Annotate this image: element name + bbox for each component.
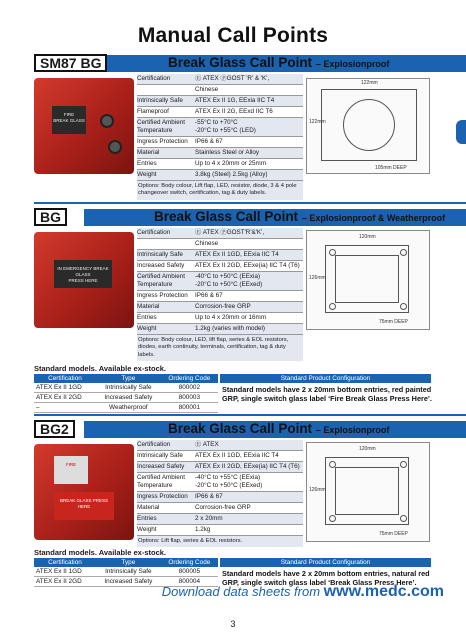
drawing-height: 122mm [309, 119, 326, 125]
product-photo: FIRE BREAK GLASS PRESS HERE [34, 444, 134, 540]
spec-table [137, 440, 303, 547]
column-header: Ordering Code [161, 374, 218, 383]
spec-value: -40°C to +50°C (EExia) -20°C to +50°C (EExed) [195, 273, 263, 288]
section-header [0, 420, 466, 440]
spec-value: Corrosion-free GRP [195, 303, 251, 310]
spec-key: Weight [137, 325, 157, 332]
spec-value: IP66 & 67 [195, 138, 223, 145]
spec-value: -40°C to +55°C (EExia) -20°C to +50°C (EExed) [195, 474, 263, 489]
spec-row [137, 462, 303, 473]
spec-key [137, 86, 195, 94]
product-photo: IN EMERGENCY BREAK GLASS PRESS HERE [34, 232, 134, 328]
spec-value: ATEX Ex II 1GD, EExia IIC T4 [195, 251, 279, 258]
standard-models-title: Standard models. Available ex-stock. [34, 548, 166, 557]
section-title: Break Glass Call Point – Explosionproof & Weatherproof [154, 209, 446, 224]
spec-key: Ingress Protection [137, 493, 188, 500]
spec-value: ATEX Ex II 1G, EExia IIC T4 [195, 97, 275, 104]
spec-row [137, 492, 303, 503]
drawing-width: 122mm [361, 80, 378, 86]
dimension-drawing [306, 230, 430, 330]
spec-key: Weight [137, 171, 157, 178]
spec-value: Up to 4 x 20mm or 25mm [195, 160, 267, 167]
spec-row [137, 228, 303, 239]
spec-row [137, 74, 303, 85]
section-title: Break Glass Call Point – Explosionproof [168, 421, 390, 436]
footer-text: Download data sheets from [161, 584, 324, 599]
spec-value: ATEX Ex II 1GD, EExia IIC T4 [195, 452, 279, 459]
spec-key: Certification [137, 229, 171, 236]
config-text: Standard models have 2 x 20mm bottom entries, natural red GRP, single switch glass label ‘Break Glass Press Here’. [222, 569, 430, 587]
spec-key: Weight [137, 526, 157, 533]
divider [34, 414, 466, 416]
page-number: 3 [230, 619, 236, 629]
config-header: Standard Product Configuration [220, 374, 431, 383]
spec-row [137, 239, 303, 250]
spec-key: Increased Safety [137, 463, 185, 470]
spec-value: 1.2kg (varies with model) [195, 325, 265, 332]
config-header: Standard Product Configuration [220, 558, 431, 567]
spec-row [137, 85, 303, 96]
spec-value: ATEX Ex II 2GD, EExe(ia) IIC T4 (T6) [195, 262, 300, 269]
spec-row [137, 473, 303, 492]
spec-row [137, 272, 303, 291]
spec-key [137, 240, 195, 248]
standard-models-table [34, 374, 218, 413]
spec-key: Entries [137, 160, 157, 167]
spec-row [137, 250, 303, 261]
spec-row [137, 96, 303, 107]
spec-value: -55°C to +70°C -20°C to +55°C (LED) [195, 119, 256, 134]
spec-table [137, 228, 303, 361]
table-header-row [34, 558, 218, 567]
spec-key: Certified Ambient Temperature [137, 474, 185, 489]
table-row [34, 567, 218, 577]
spec-key: Ingress Protection [137, 292, 188, 299]
spec-value: Up to 4 x 20mm or 16mm [195, 314, 267, 321]
spec-key: Certification [137, 75, 171, 82]
spec-value: IP66 & 67 [195, 292, 223, 299]
footer-url-link[interactable]: www.medc.com [323, 583, 444, 600]
spec-value: Ⓔ ATEX ⓅGOST'R'&'K', [195, 229, 265, 236]
options-note: Options: Lift flap, series & EOL resistors. [137, 536, 303, 547]
divider [34, 202, 466, 204]
spec-table [137, 74, 303, 200]
section-header [0, 54, 466, 74]
drawing-depth: 75mm DEEP [379, 319, 408, 325]
page-title: Manual Call Points [137, 24, 329, 47]
spec-key: Certified Ambient Temperature [137, 273, 185, 288]
spec-value: ATEX Ex II 2G, EExd IIC T6 [195, 108, 273, 115]
spec-row [137, 313, 303, 324]
drawing-height: 126mm [309, 275, 326, 281]
section-header [0, 208, 466, 228]
spec-row [137, 503, 303, 514]
spec-key: Entries [137, 314, 157, 321]
spec-row [137, 148, 303, 159]
spec-value: 1.2kg [195, 526, 211, 533]
table-cell: ATEX Ex II 2GD [34, 393, 96, 403]
spec-key: Certified Ambient Temperature [137, 119, 185, 134]
config-text: Standard models have 2 x 20mm bottom entries, red painted GRP, single switch glass label ‘Fire Break Glass Press Here’. [222, 385, 432, 403]
column-header: Type [96, 374, 161, 383]
spec-key: Ingress Protection [137, 138, 188, 145]
spec-row [137, 514, 303, 525]
spec-key: Entries [137, 515, 157, 522]
column-header: Certification [34, 374, 96, 383]
spec-row [137, 440, 303, 451]
spec-value: Chinese [195, 86, 219, 93]
product-code: BG2 [34, 420, 75, 438]
spec-key: Material [137, 149, 160, 156]
spec-row [137, 525, 303, 536]
spec-key: Material [137, 504, 160, 511]
spec-key: Intrinsically Safe [137, 97, 183, 104]
spec-key: Material [137, 303, 160, 310]
table-cell: Increased Safety [96, 393, 161, 403]
dimension-drawing [306, 442, 430, 542]
drawing-depth: 75mm DEEP [379, 531, 408, 537]
spec-key: Intrinsically Safe [137, 452, 183, 459]
spec-value: 3.8kg (Steel) 2.5kg (Alloy) [195, 171, 268, 178]
options-note: Options: Body colour, Lift flap, LED, resistor, diode, 3 & 4 pole changeover switch, certification, tag & duty labels. [137, 181, 303, 200]
table-cell: ATEX Ex II 1GD [34, 383, 96, 393]
side-tab [456, 120, 466, 144]
table-cell: 800003 [161, 393, 218, 403]
table-cell: 800005 [161, 567, 218, 577]
table-cell: Intrinsically Safe [96, 567, 161, 577]
table-cell: Increased Safety [96, 577, 161, 587]
spec-key: Certification [137, 441, 171, 448]
spec-row [137, 118, 303, 137]
table-row [34, 383, 218, 393]
section-title: Break Glass Call Point – Explosionproof [168, 55, 390, 70]
standard-models-title: Standard models. Available ex-stock. [34, 364, 166, 373]
spec-key: Increased Safety [137, 262, 185, 269]
table-cell: Weatherproof [96, 403, 161, 413]
spec-value: IP66 & 67 [195, 493, 223, 500]
spec-value: Ⓔ ATEX ⓅGOST 'R' & 'K', [195, 75, 270, 82]
spec-value: Ⓔ ATEX [195, 441, 219, 448]
drawing-width: 120mm [359, 234, 376, 240]
table-cell: ATEX Ex II 2GD [34, 577, 96, 587]
footer [0, 583, 444, 601]
table-header-row [34, 374, 218, 383]
table-cell: 800004 [161, 577, 218, 587]
spec-row [137, 107, 303, 118]
spec-value: Corrosion-free GRP [195, 504, 251, 511]
table-cell: 800002 [161, 383, 218, 393]
spec-row [137, 261, 303, 272]
product-code: BG [34, 208, 67, 226]
spec-row [137, 159, 303, 170]
spec-row [137, 324, 303, 335]
product-code: SM87 BG [34, 54, 107, 72]
spec-key: Flameproof [137, 108, 169, 115]
column-header: Certification [34, 558, 96, 567]
table-row [34, 403, 218, 413]
spec-key: Intrinsically Safe [137, 251, 183, 258]
product-photo: FIRE BREAK GLASS [34, 78, 134, 174]
spec-row [137, 291, 303, 302]
spec-row [137, 170, 303, 181]
column-header: Ordering Code [161, 558, 218, 567]
table-cell: Intrinsically Safe [96, 383, 161, 393]
table-cell: 800001 [161, 403, 218, 413]
drawing-height: 126mm [309, 487, 326, 493]
spec-value: Stainless Steel or Alloy [195, 149, 260, 156]
spec-row [137, 451, 303, 462]
spec-value: 2 x 20mm [195, 515, 223, 522]
column-header: Type [96, 558, 161, 567]
table-cell: ATEX Ex II 1GD [34, 567, 96, 577]
drawing-width: 120mm [359, 446, 376, 452]
spec-row [137, 137, 303, 148]
spec-row [137, 302, 303, 313]
drawing-depth: 105mm DEEP [375, 165, 407, 171]
spec-value: Chinese [195, 240, 219, 247]
table-cell: – [34, 403, 96, 413]
options-note: Options: Body colour, LED, lift flap, series & EOL resistors, diodes, earth continuity, terminals, certification, tag & duty labels. [137, 335, 303, 361]
dimension-drawing [306, 78, 430, 174]
spec-value: ATEX Ex II 2GD, EExe(ia) IIC T4 (T6) [195, 463, 300, 470]
table-row [34, 393, 218, 403]
